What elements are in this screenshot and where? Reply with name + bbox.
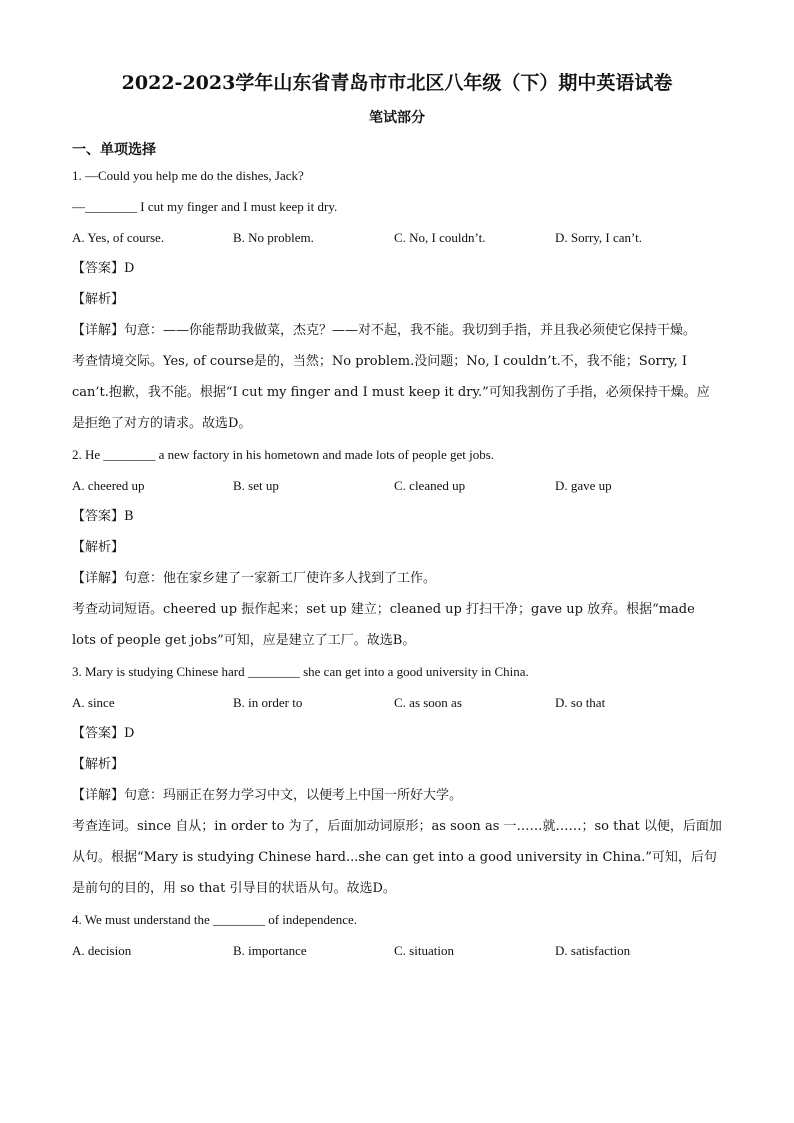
option-a: A. cheered up: [72, 478, 145, 493]
question-stem: 1. —Could you help me do the dishes, Jack?: [72, 168, 304, 183]
option-c: C. situation: [394, 943, 454, 958]
options-row: [72, 935, 722, 966]
question-3: [72, 656, 722, 904]
detail-text: 【详解】句意：——你能帮助我做菜，杰克？——对不起，我不能。我切到手指，并且我必须使它保持干燥。: [72, 323, 697, 338]
option-c: C. No, I couldn’t.: [394, 230, 486, 245]
detail-text: 【详解】句意：玛丽正在努力学习中文，以便考上中国一所好大学。: [72, 788, 463, 803]
option-d: D. Sorry, I can’t.: [555, 230, 643, 245]
analysis-label: 【解析】: [72, 292, 125, 307]
option-d: D. so that: [555, 695, 606, 710]
option-b: B. set up: [233, 478, 279, 493]
question-stem: 4. We must understand the ________ of independence.: [72, 912, 358, 927]
question-4: [72, 904, 722, 966]
option-d: D. satisfaction: [555, 943, 631, 958]
detail-text: 【详解】句意：他在家乡建了一家新工厂使许多人找到了工作。: [72, 571, 437, 586]
options-row: [72, 470, 722, 501]
question-stem-reply: —________ I cut my finger and I must keep it dry.: [72, 199, 338, 214]
option-a: A. Yes, of course.: [72, 230, 165, 245]
answer-line: 【答案】D: [72, 261, 135, 276]
explanation-text: 考查情境交际。Yes, of course是的，当然；No problem.没问题；No, I couldn’t.不，我不能；Sorry, I can’t.抱歉，我不能。根据“I cut my finger and I must keep it dry.”可知我割伤了手指，必须保持干燥。应是拒绝了对方的请求。故选D。: [72, 354, 710, 431]
question-stem: 3. Mary is studying Chinese hard ________ she can get into a good university in China.: [72, 664, 529, 679]
question-2: [72, 439, 722, 656]
page-subtitle: 笔试部分: [369, 110, 425, 126]
answer-line: 【答案】D: [72, 726, 135, 741]
question-1: [72, 160, 722, 439]
analysis-label: 【解析】: [72, 540, 125, 555]
option-c: C. cleaned up: [394, 478, 466, 493]
section-heading: 一、单项选择: [72, 142, 156, 158]
explanation-text: 考查动词短语。cheered up 振作起来；set up 建立；cleaned up 打扫干净；gave up 放弃。根据“made lots of people get jobs”可知，应是建立了工厂。故选B。: [72, 602, 695, 648]
option-b: B. importance: [233, 943, 307, 958]
explanation-text: 考查连词。since 自从；in order to 为了，后面加动词原形；as soon as 一……就……；so that 以便，后面加从句。根据“Mary is studying Chinese hard...she can get into a good university in China.”可知，后句是前句的目的，用 so that 引导目的状语从句。故选D。: [72, 819, 722, 896]
analysis-label: 【解析】: [72, 757, 125, 772]
options-row: [72, 222, 722, 253]
options-row: [72, 687, 722, 718]
page-title: 2022-2023学年山东省青岛市市北区八年级（下）期中英语试卷: [121, 72, 673, 94]
option-b: B. in order to: [233, 695, 303, 710]
option-c: C. as soon as: [394, 695, 462, 710]
option-a: A. decision: [72, 943, 132, 958]
option-a: A. since: [72, 695, 115, 710]
option-b: B. No problem.: [233, 230, 314, 245]
answer-line: 【答案】B: [72, 509, 134, 524]
option-d: D. gave up: [555, 478, 612, 493]
question-stem: 2. He ________ a new factory in his hometown and made lots of people get jobs.: [72, 447, 495, 462]
